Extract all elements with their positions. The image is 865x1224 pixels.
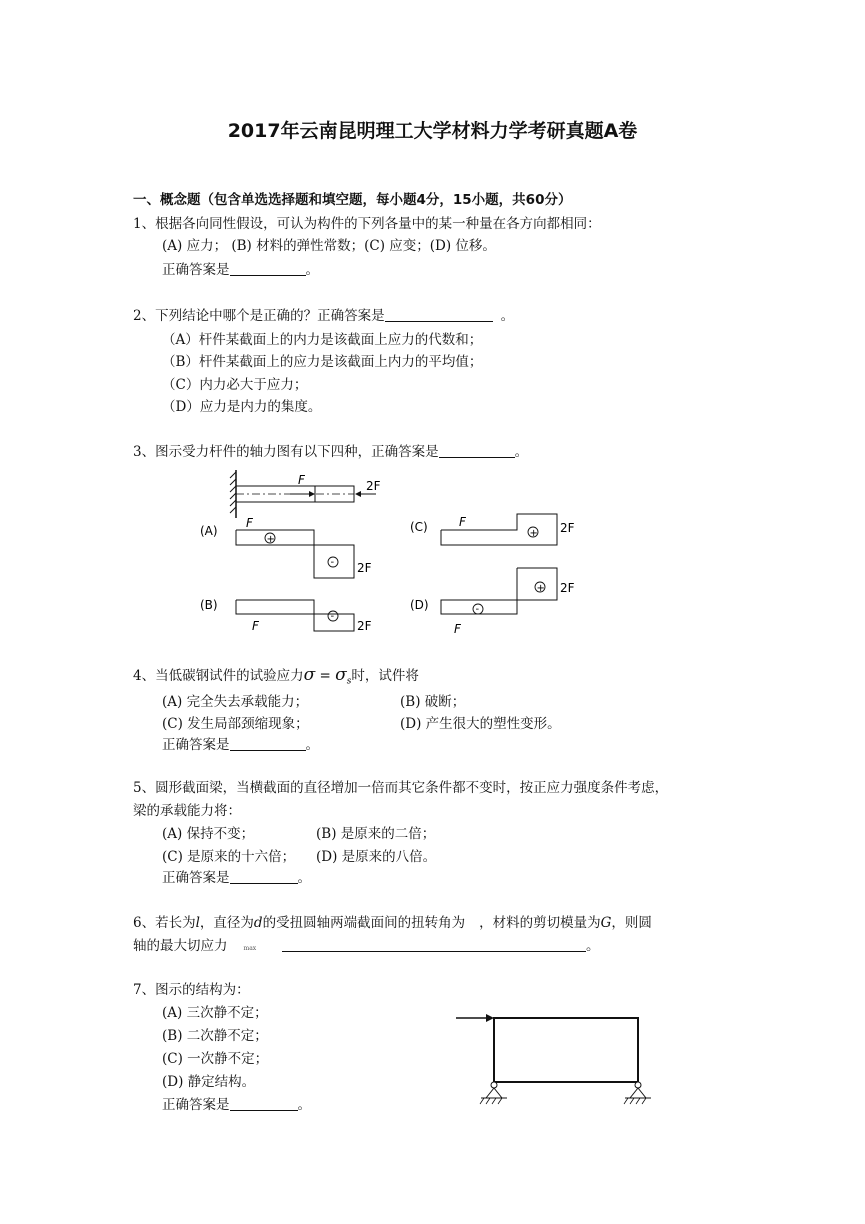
q5-option-c: (C) 是原来的十六倍；	[162, 849, 296, 865]
q6-answer: 。	[282, 934, 600, 954]
q5-option-a: (A) 保持不变；	[162, 826, 255, 842]
q1-answer-blank[interactable]	[230, 261, 306, 276]
answer-label: 正确答案是	[162, 262, 230, 278]
q4-option-c: (C) 发生局部颈缩现象；	[162, 716, 309, 732]
q2-stem: 2、下列结论中哪个是正确的？正确答案是 。	[133, 308, 515, 324]
q2-option-c: （C）内力必大于应力；	[162, 377, 308, 393]
q7-answer-blank[interactable]	[230, 1096, 298, 1111]
page-title: 2017年云南昆明理工大学材料力学考研真题A卷	[227, 120, 638, 142]
q4-option-a: (A) 完全失去承载能力；	[162, 694, 309, 710]
svg-text:+: +	[529, 528, 538, 539]
svg-text:2F: 2F	[560, 581, 575, 595]
q5-option-b: (B) 是原来的二倍；	[316, 826, 436, 842]
q4-option-d: (D) 产生很大的塑性变形。	[400, 716, 561, 732]
load-arrow-icon	[486, 1014, 494, 1022]
q1-options: (A) 应力； (B) 材料的弹性常数；(C) 应变；(D) 位移。	[162, 238, 496, 254]
q7-option-c: (C) 一次静不定；	[162, 1051, 269, 1067]
q4-answer: 正确答案是 。	[162, 737, 319, 753]
q2-option-d: （D）应力是内力的集度。	[162, 399, 322, 415]
q3-option-d-label: (D)	[410, 598, 429, 612]
q5-stem-line1: 5、圆形截面梁，当横截面的直径增加一倍而其它条件都不变时，按正应力强度条件考虑，	[133, 780, 669, 796]
q6-answer-blank[interactable]	[282, 937, 586, 952]
q3-option-a-label: (A)	[200, 524, 218, 538]
svg-text:-: -	[475, 604, 480, 615]
q5-answer: 正确答案是 。	[162, 870, 311, 886]
q3-option-c-label: (C)	[410, 520, 428, 534]
q5-option-d: (D) 是原来的八倍。	[316, 849, 437, 865]
q3-diagram-d[interactable]	[410, 568, 575, 636]
svg-text:F: F	[246, 516, 253, 530]
q3-answer-blank[interactable]	[439, 443, 515, 458]
q3-diagram-c[interactable]	[410, 514, 575, 545]
svg-text:F: F	[459, 515, 466, 529]
q2-answer-blank[interactable]	[385, 307, 493, 322]
q7-option-b: (B) 二次静不定；	[162, 1028, 268, 1044]
pin-support-icon	[624, 1082, 651, 1104]
q5-answer-blank[interactable]	[230, 869, 298, 884]
section-heading: 一、概念题（包含单选选择题和填空题，每小题4分，15小题，共60分）	[133, 192, 572, 208]
svg-text:F: F	[252, 619, 259, 633]
q4-option-b: (B) 破断；	[400, 694, 466, 710]
q5-stem-line2: 梁的承载能力将：	[133, 803, 241, 819]
q3-diagram-a[interactable]	[200, 516, 372, 578]
q3-axial-force-diagrams	[190, 468, 610, 638]
svg-text:2F: 2F	[560, 521, 575, 535]
q3-stem: 3、图示受力杆件的轴力图有以下四种，正确答案是 。	[133, 444, 529, 460]
q3-option-b-label: (B)	[200, 598, 218, 612]
svg-text:2F: 2F	[357, 561, 372, 575]
q4-stem: 4、当低碳钢试件的试验应力$\sigma = \sigma_s$时，试件将	[133, 665, 419, 687]
q2-option-a: （A）杆件某截面上的内力是该截面上应力的代数和；	[162, 332, 483, 348]
q7-answer: 正确答案是 。	[162, 1097, 311, 1113]
q6-stem-line1: 6、若长为l，直径为d的受扭圆轴两端截面间的扭转角为 ，材料的剪切模量为G，则圆	[133, 915, 652, 931]
q3-diagram-b[interactable]	[200, 598, 372, 633]
q2-option-b: （B）杆件某截面上的应力是该截面上内力的平均值；	[162, 354, 483, 370]
q3-bar-figure	[230, 470, 381, 518]
q7-option-a: (A) 三次静不定；	[162, 1005, 268, 1021]
q7-option-d: (D) 静定结构。	[162, 1074, 256, 1090]
svg-text:+: +	[536, 583, 545, 594]
svg-text:2F: 2F	[357, 619, 372, 633]
pin-support-icon	[480, 1082, 507, 1104]
svg-text:-: -	[330, 557, 335, 568]
q1-answer: 正确答案是 。	[162, 262, 319, 278]
q7-frame-structure	[450, 1005, 660, 1110]
q7-stem: 7、图示的结构为：	[133, 982, 250, 998]
q4-answer-blank[interactable]	[230, 736, 306, 751]
q3-bar-label-2F: 2F	[366, 479, 381, 493]
svg-text:+: +	[266, 534, 275, 545]
q3-bar-label-F: F	[298, 473, 305, 487]
q1-stem: 1、根据各向同性假设，可认为构件的下列各量中的某一种量在各方向都相同：	[133, 216, 601, 232]
q6-stem-line2: 轴的最大切应力 max	[133, 938, 257, 954]
svg-text:F: F	[454, 622, 461, 636]
svg-text:-: -	[330, 611, 335, 622]
